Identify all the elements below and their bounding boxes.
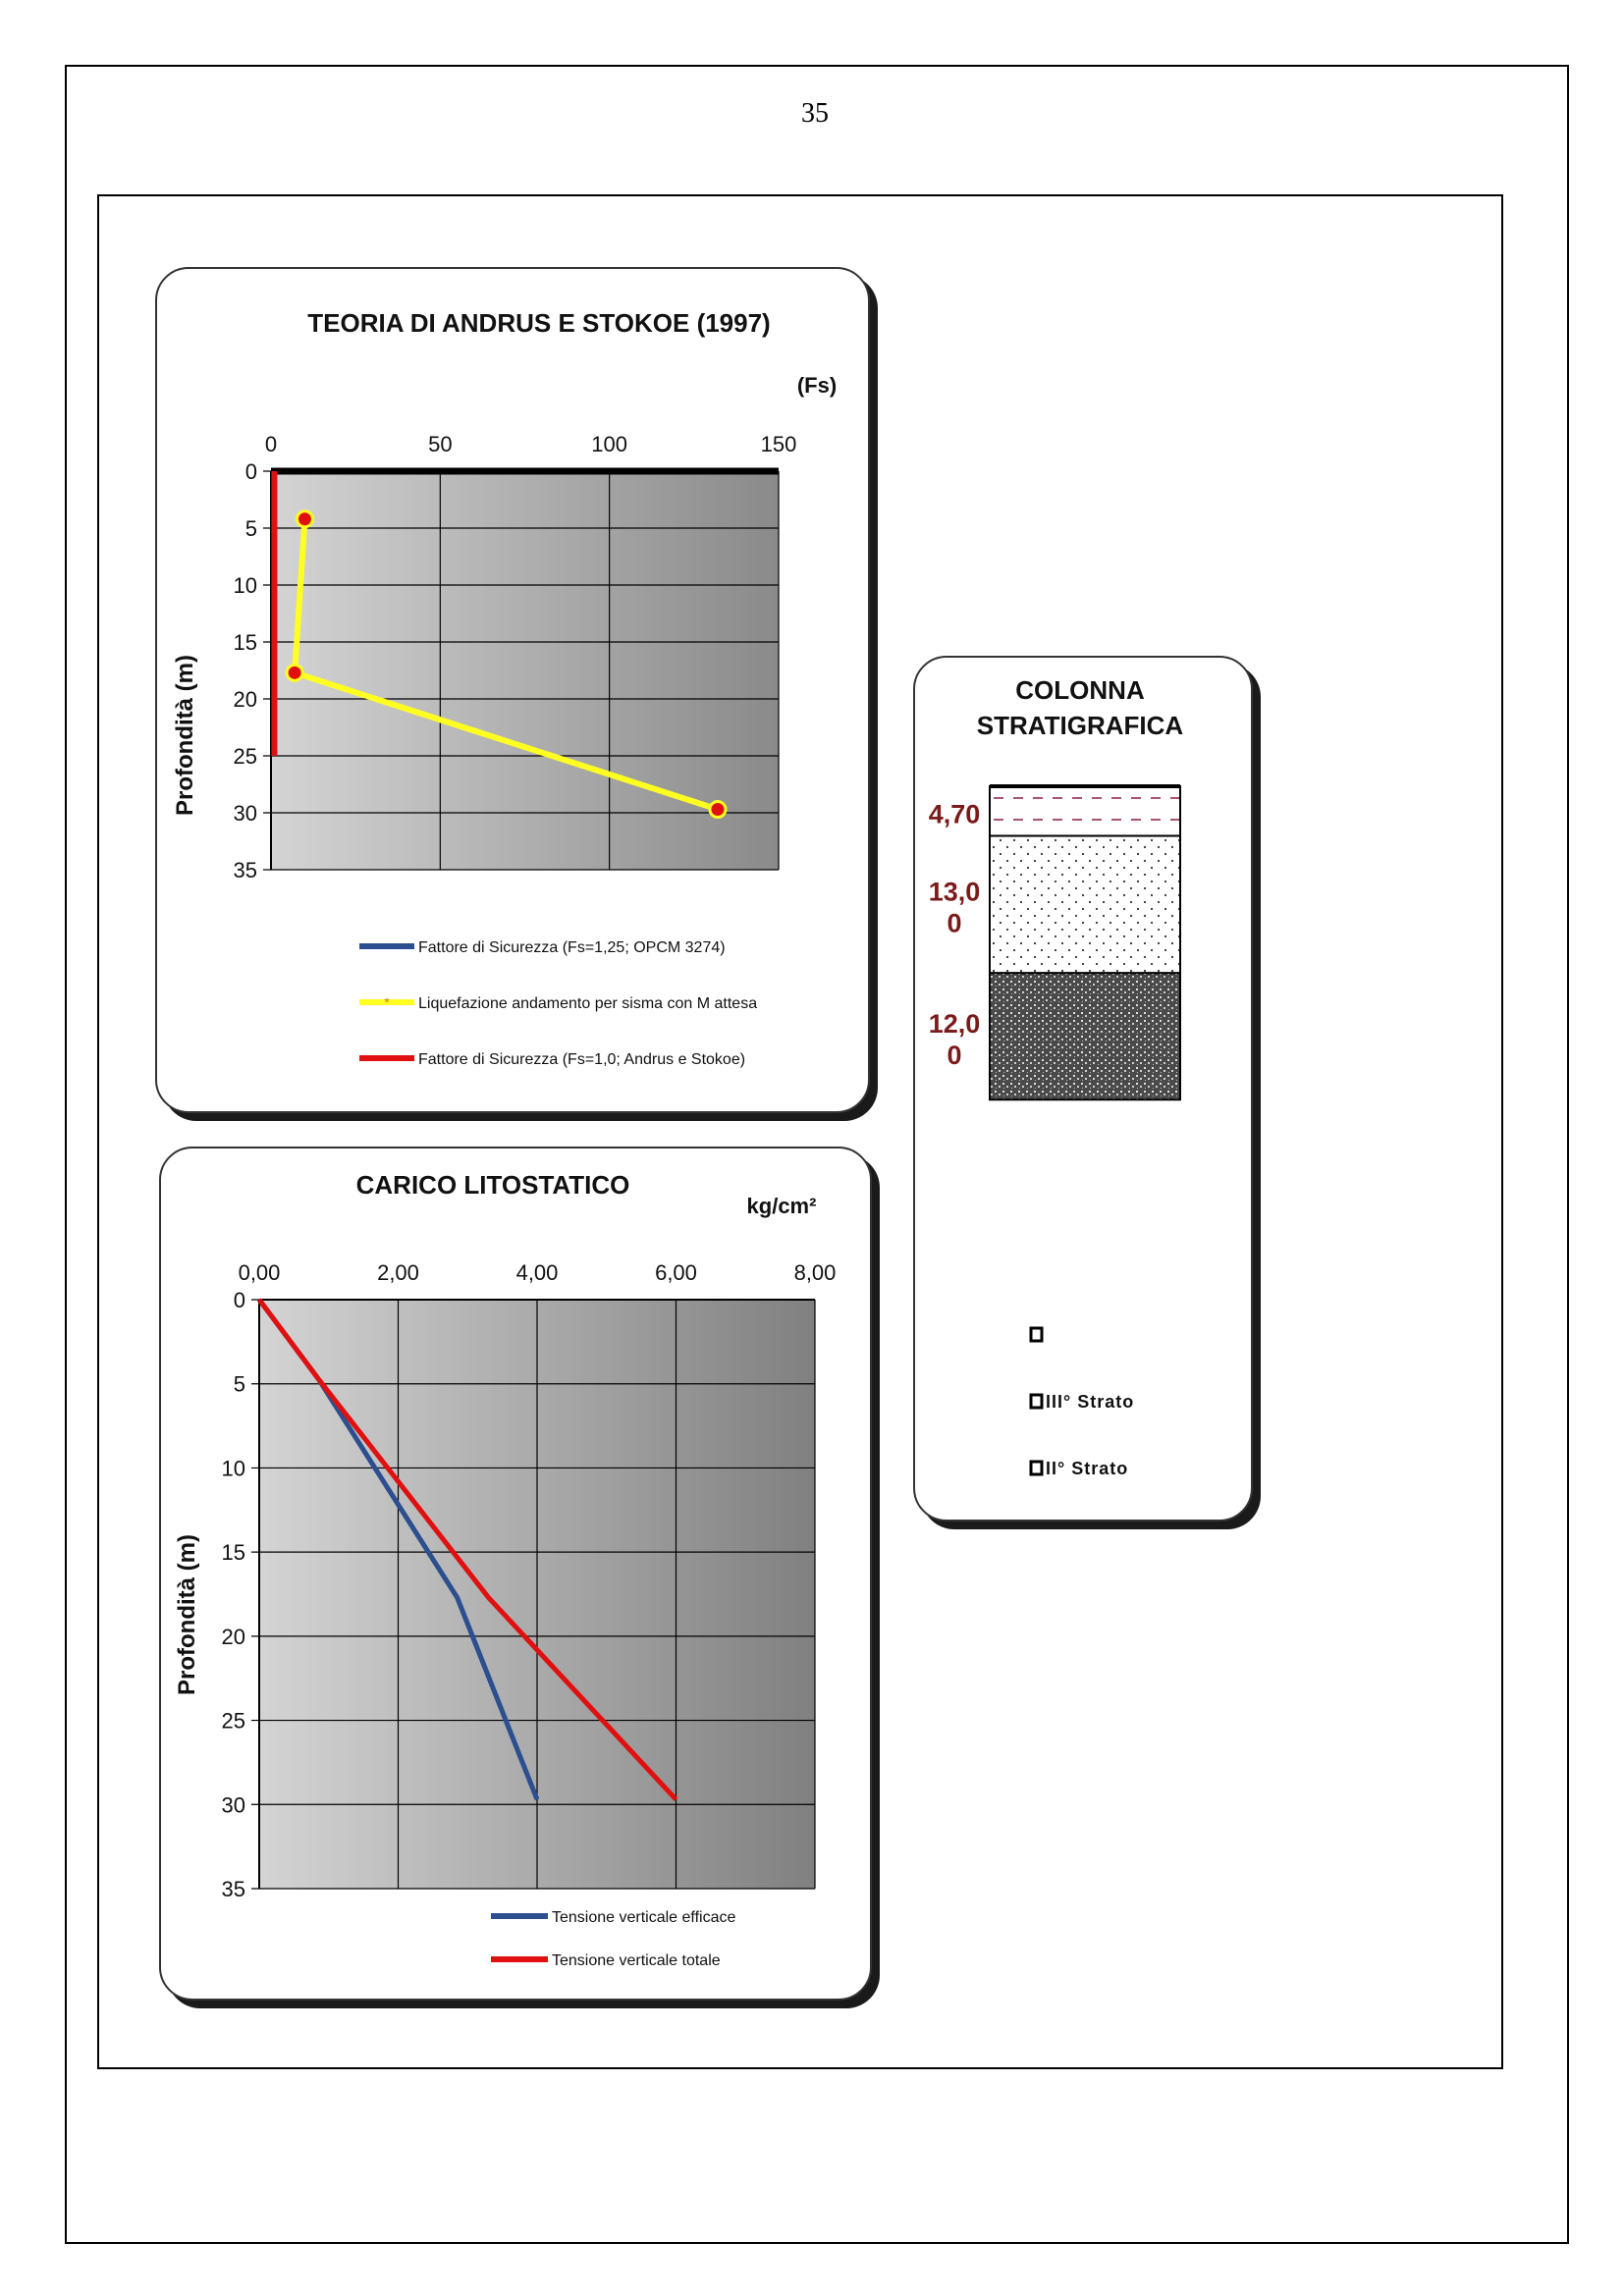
carico-x-tick-label: 8,00 (793, 1260, 837, 1285)
carico-legend-label: Tensione verticale totale (552, 1952, 721, 1969)
andrus-x-tick-label: 0 (264, 432, 278, 456)
andrus-chart-title: TEORIA DI ANDRUS E STOKOE (1997) (307, 308, 771, 338)
andrus-legend-label: Liquefazione andamento per sisma con M attesa (418, 995, 758, 1012)
strata-legend-label: II° Strato (1046, 1459, 1129, 1478)
andrus-x-tick-label: 50 (428, 432, 453, 456)
andrus-plot-background (271, 471, 779, 870)
andrus-y-tick-label: 10 (233, 573, 257, 598)
strata-thickness-label-cont: 0 (947, 1040, 962, 1070)
carico-x-tick-label: 4,00 (515, 1260, 559, 1285)
carico-y-tick-label: 20 (221, 1624, 245, 1649)
carico-y-tick-label: 15 (221, 1540, 245, 1566)
carico-chart-title: CARICO LITOSTATICO (355, 1170, 630, 1200)
andrus-x-tick-label: 150 (760, 432, 797, 456)
strata-thickness-label: 12,0 (928, 1008, 981, 1039)
strata-thickness-label: 4,70 (928, 799, 981, 829)
carico-x-tick-label: 0,00 (238, 1260, 281, 1285)
carico-chart-panel (159, 1147, 872, 2001)
colonna-legend (1031, 1328, 1134, 1478)
andrus-y-tick-label: 5 (244, 516, 257, 541)
strata-thickness-label-cont: 0 (947, 908, 962, 938)
strata-legend-label: III° Strato (1046, 1392, 1135, 1412)
strata-legend-swatch (1031, 1395, 1042, 1408)
andrus-x-axis-label: (Fs) (796, 373, 838, 398)
page-number: 35 (801, 98, 829, 129)
colonna-title-line1: COLONNA (1015, 675, 1145, 705)
carico-chart (161, 1148, 870, 1999)
andrus-y-tick-label: 30 (233, 801, 257, 826)
carico-y-tick-label: 25 (221, 1708, 245, 1734)
andrus-data-point (287, 665, 302, 680)
andrus-y-tick-label: 20 (233, 687, 257, 712)
strata-legend-swatch (1031, 1462, 1042, 1474)
strata-layer-2 (990, 836, 1180, 974)
andrus-y-axis-label: Profondità (m) (172, 655, 198, 816)
andrus-data-point (297, 511, 312, 527)
carico-x-tick-label: 6,00 (655, 1260, 697, 1285)
carico-legend-label: Tensione verticale efficace (552, 1909, 736, 1926)
andrus-chart (157, 269, 868, 1111)
andrus-y-tick-label: 35 (233, 858, 257, 882)
andrus-data-point (710, 802, 726, 818)
carico-x-tick-label: 2,00 (377, 1260, 419, 1285)
colonna-stratigrafica (915, 658, 1251, 1520)
andrus-plot-area (234, 432, 797, 882)
carico-unit-label: kg/cm² (746, 1194, 817, 1218)
andrus-legend-label: Fattore di Sicurezza (Fs=1,25; OPCM 3274) (418, 939, 726, 956)
strata-legend-swatch (1031, 1328, 1042, 1341)
colonna-stratigrafica-panel (913, 656, 1253, 1522)
colonna-layers (929, 786, 1180, 1099)
andrus-y-tick-label: 15 (233, 630, 257, 655)
andrus-x-tick-label: 100 (591, 432, 628, 456)
carico-legend (491, 1909, 735, 1969)
andrus-legend-marker: * (384, 994, 390, 1010)
carico-plot-area (222, 1260, 837, 1901)
andrus-chart-panel (155, 267, 870, 1113)
colonna-title-line2: STRATIGRAFICA (976, 711, 1184, 740)
carico-y-tick-label: 35 (221, 1877, 245, 1901)
strata-thickness-label: 13,0 (928, 877, 981, 907)
andrus-y-tick-label: 0 (244, 459, 257, 484)
carico-y-axis-label: Profondità (m) (174, 1534, 200, 1695)
carico-y-tick-label: 30 (221, 1792, 245, 1818)
carico-y-tick-label: 10 (221, 1456, 245, 1481)
andrus-legend (359, 939, 757, 1068)
strata-layer-3 (990, 973, 1180, 1099)
carico-y-tick-label: 0 (233, 1288, 245, 1312)
andrus-legend-label: Fattore di Sicurezza (Fs=1,0; Andrus e Stokoe) (418, 1051, 746, 1068)
carico-y-tick-label: 5 (233, 1371, 245, 1397)
strata-layer-1 (990, 786, 1180, 836)
andrus-y-tick-label: 25 (233, 744, 257, 769)
